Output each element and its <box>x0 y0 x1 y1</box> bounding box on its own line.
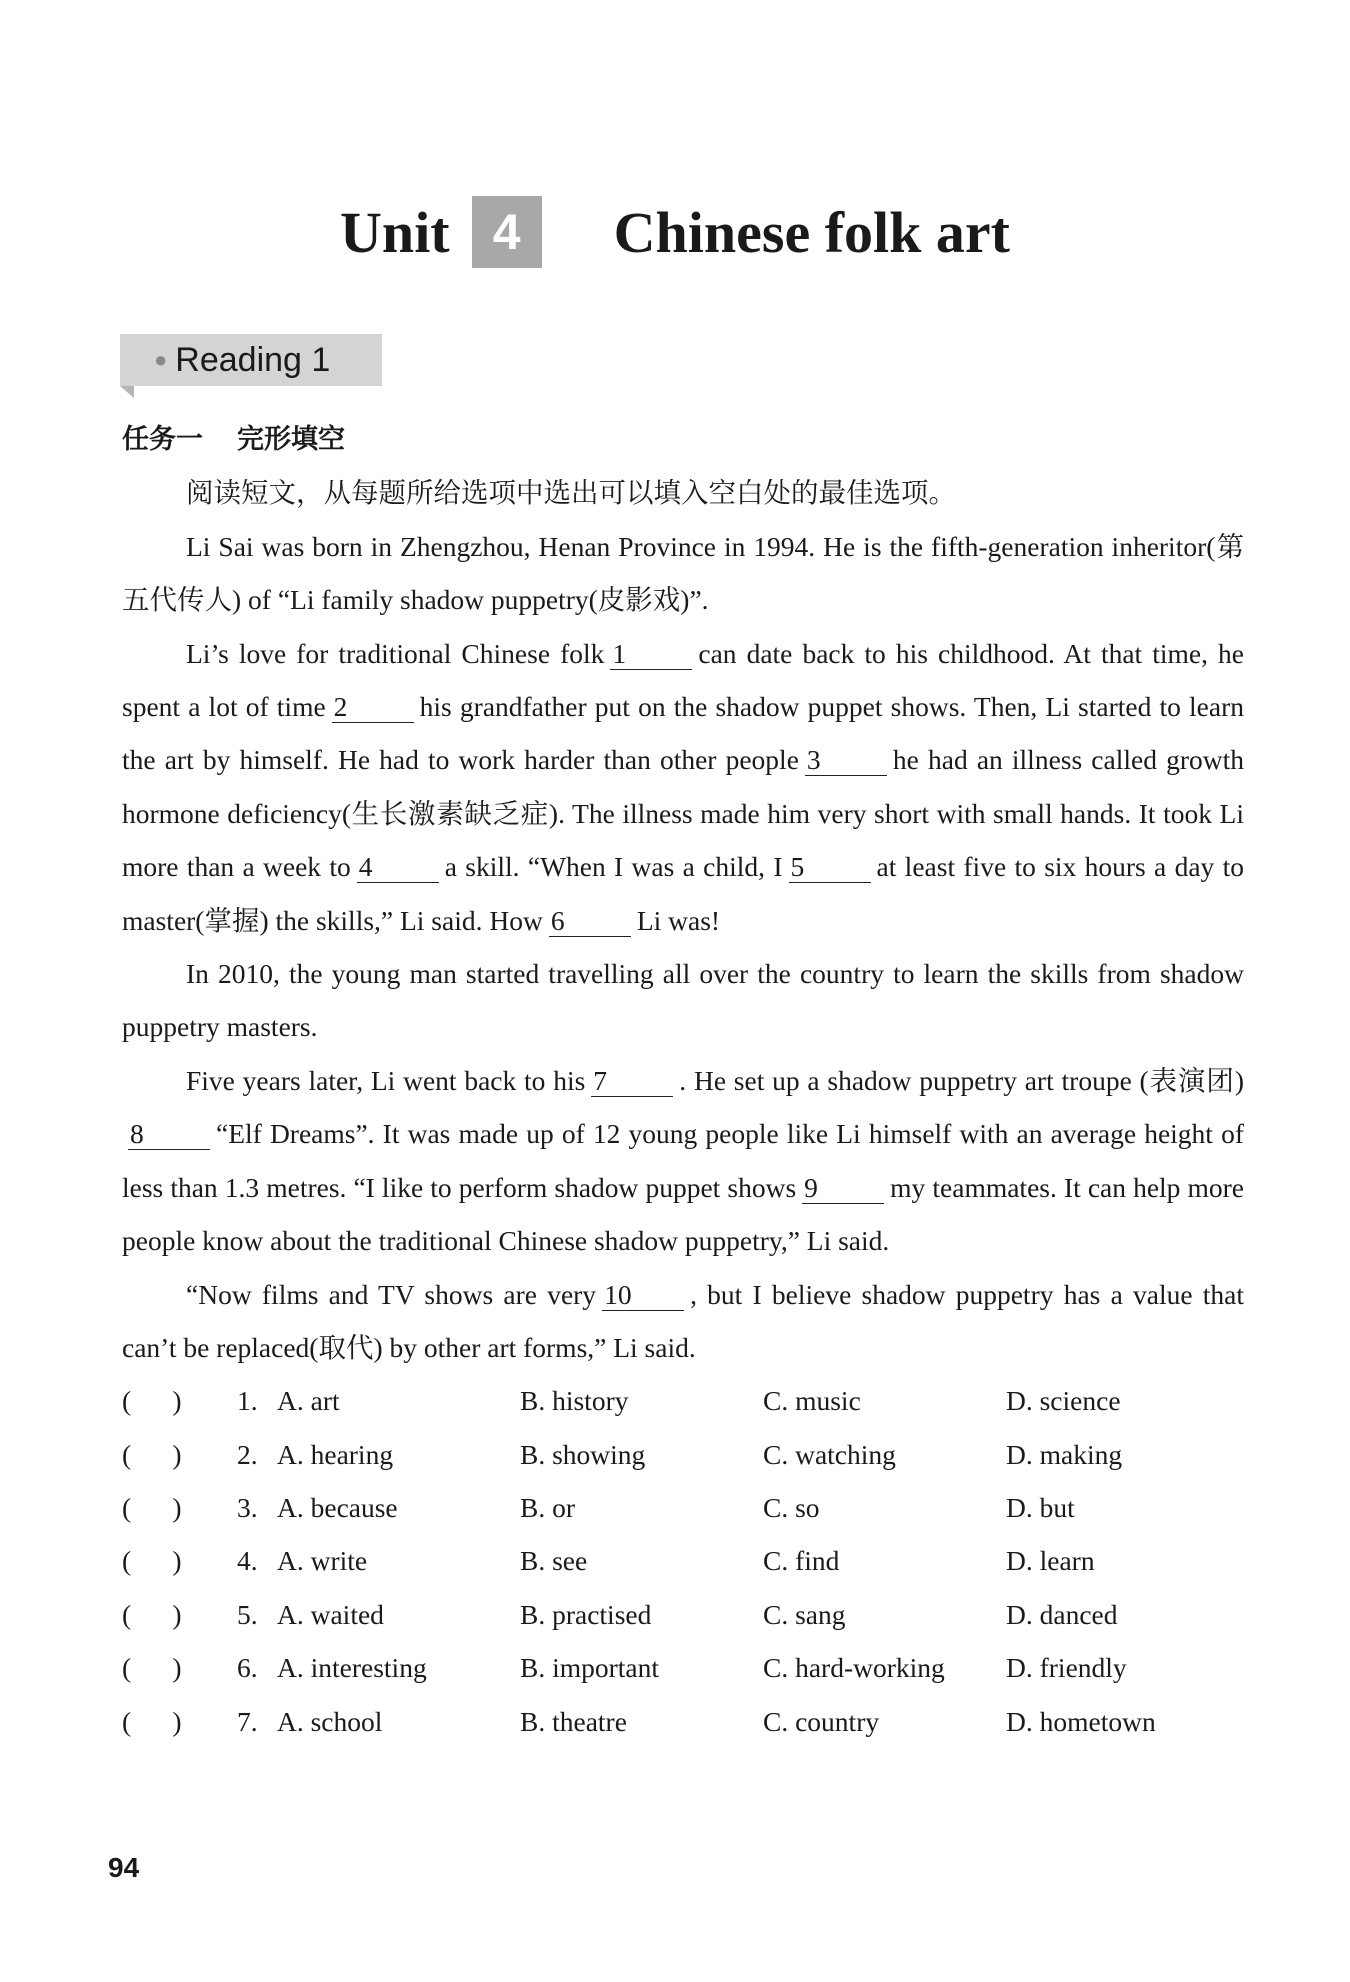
option-c[interactable]: C. hard-working <box>763 1652 945 1684</box>
question-row <box>122 1481 1244 1534</box>
option-a[interactable]: A. hearing <box>277 1438 394 1470</box>
option-a[interactable]: A. waited <box>277 1598 384 1630</box>
unit-word: Unit <box>340 199 450 265</box>
option-a[interactable]: A. interesting <box>277 1652 427 1684</box>
blank-7[interactable]: 7 <box>591 1066 673 1097</box>
blank-8[interactable]: 8 <box>128 1119 210 1150</box>
option-d[interactable]: D. learn <box>1006 1545 1095 1577</box>
answer-bracket[interactable]: ( ) <box>122 1705 182 1737</box>
blank-6[interactable]: 6 <box>549 906 631 937</box>
blank-5[interactable]: 5 <box>789 852 871 883</box>
passage-text: . He set up a shadow puppetry art troupe (表演团) <box>679 1064 1244 1096</box>
passage-text: my teammates. It can help more people know about the traditional Chinese shadow puppetry,” Li said. <box>122 1171 1244 1257</box>
answer-bracket[interactable]: ( ) <box>122 1438 182 1470</box>
task-heading <box>122 413 1244 466</box>
question-row <box>122 1428 1244 1481</box>
question-number: 7. <box>237 1705 258 1737</box>
question-row <box>122 1374 1244 1427</box>
passage-text: “Now films and TV shows are very <box>186 1278 597 1310</box>
option-d[interactable]: D. friendly <box>1006 1652 1127 1684</box>
answer-bracket[interactable]: ( ) <box>122 1545 182 1577</box>
option-b[interactable]: B. important <box>520 1652 660 1684</box>
answer-options <box>122 1374 1244 1748</box>
task-label: 任务一 <box>122 424 203 455</box>
passage-text: his grandfather put on the shadow puppet shows. Then, Li started to learn the art by himself. He had to work harder than other people <box>122 691 1244 776</box>
passage-text: a skill. “When I was a child, I <box>444 851 783 883</box>
option-d[interactable]: D. making <box>1006 1438 1123 1470</box>
blank-3[interactable]: 3 <box>805 745 887 776</box>
passage-paragraph-2 <box>122 627 1244 947</box>
question-row <box>122 1588 1244 1641</box>
unit-number-badge: 4 <box>472 196 542 268</box>
question-number: 4. <box>237 1545 258 1577</box>
passage-paragraph-3: In 2010, the young man started travelling all over the country to learn the skills from shadow puppetry masters. <box>122 958 1244 1043</box>
passage-paragraph-5 <box>122 1268 1244 1375</box>
passage-text: can date back to his childhood. At that time, he spent a lot of time <box>122 637 1244 723</box>
passage-text: at least five to six hours a day to master(掌握) the skills,” Li said. How <box>122 851 1244 936</box>
task-name: 完形填空 <box>237 424 345 455</box>
bullet-dot-icon: ● <box>154 347 168 372</box>
task-instruction: 阅读短文，从每题所给选项中选出可以填入空白处的最佳选项。 <box>186 477 956 509</box>
option-d[interactable]: D. but <box>1006 1492 1075 1524</box>
question-row <box>122 1641 1244 1694</box>
answer-bracket[interactable]: ( ) <box>122 1385 182 1417</box>
answer-bracket[interactable]: ( ) <box>122 1652 182 1684</box>
blank-2[interactable]: 2 <box>332 692 414 723</box>
tag-fold-shape <box>120 386 134 398</box>
passage-text: “Elf Dreams”. It was made up of 12 young people like Li himself with an average height of less than 1.3 metres. “I like to perform shadow puppet shows <box>122 1118 1244 1203</box>
option-a[interactable]: A. school <box>277 1705 383 1737</box>
passage-text: he had an illness called growth hormone deficiency(生长激素缺乏症). The illness made him very short with small hands. It took Li more than a week to <box>122 744 1244 883</box>
question-number: 2. <box>237 1438 258 1470</box>
question-number: 5. <box>237 1598 258 1630</box>
option-d[interactable]: D. hometown <box>1006 1705 1156 1737</box>
passage-paragraph-4 <box>122 1054 1244 1268</box>
reading-section-tag <box>120 334 382 386</box>
answer-bracket[interactable]: ( ) <box>122 1492 182 1524</box>
unit-title <box>0 196 1350 268</box>
option-c[interactable]: C. sang <box>763 1598 846 1630</box>
option-b[interactable]: B. or <box>520 1492 575 1524</box>
option-b[interactable]: B. showing <box>520 1438 646 1470</box>
passage-text: Li was! <box>636 904 721 936</box>
option-c[interactable]: C. find <box>763 1545 840 1577</box>
passage-text: , but I believe shadow puppetry has a value that can’t be replaced(取代) by other art forms,” Li said. <box>122 1278 1244 1363</box>
passage-text: Five years later, Li went back to his <box>186 1064 586 1096</box>
exercise-content <box>122 413 1244 1748</box>
option-c[interactable]: C. country <box>763 1705 880 1737</box>
option-a[interactable]: A. because <box>277 1492 398 1524</box>
option-b[interactable]: B. practised <box>520 1598 652 1630</box>
answer-bracket[interactable]: ( ) <box>122 1598 182 1630</box>
passage-text: Li’s love for traditional Chinese folk <box>186 637 605 669</box>
blank-9[interactable]: 9 <box>802 1173 884 1204</box>
question-row <box>122 1534 1244 1587</box>
unit-heading: Chinese folk art <box>613 199 1010 265</box>
question-number: 3. <box>237 1492 258 1524</box>
question-row <box>122 1695 1244 1748</box>
option-b[interactable]: B. theatre <box>520 1705 627 1737</box>
passage-paragraph-1: Li Sai was born in Zhengzhou, Henan Province in 1994. He is the fifth-generation inheritor(第五代传人) of “Li family shadow puppetry(皮影戏)”. <box>122 530 1244 616</box>
blank-10[interactable]: 10 <box>602 1280 684 1311</box>
option-d[interactable]: D. science <box>1006 1385 1121 1417</box>
option-c[interactable]: C. so <box>763 1492 820 1524</box>
option-c[interactable]: C. music <box>763 1385 861 1417</box>
reading-section-label: Reading 1 <box>175 340 331 379</box>
question-number: 1. <box>237 1385 258 1417</box>
page-number: 94 <box>108 1852 140 1883</box>
option-d[interactable]: D. danced <box>1006 1598 1118 1630</box>
question-number: 6. <box>237 1652 258 1684</box>
option-c[interactable]: C. watching <box>763 1438 896 1470</box>
option-a[interactable]: A. write <box>277 1545 368 1577</box>
blank-1[interactable]: 1 <box>610 639 692 670</box>
option-b[interactable]: B. see <box>520 1545 588 1577</box>
blank-4[interactable]: 4 <box>357 852 439 883</box>
option-a[interactable]: A. art <box>277 1385 340 1417</box>
option-b[interactable]: B. history <box>520 1385 629 1417</box>
